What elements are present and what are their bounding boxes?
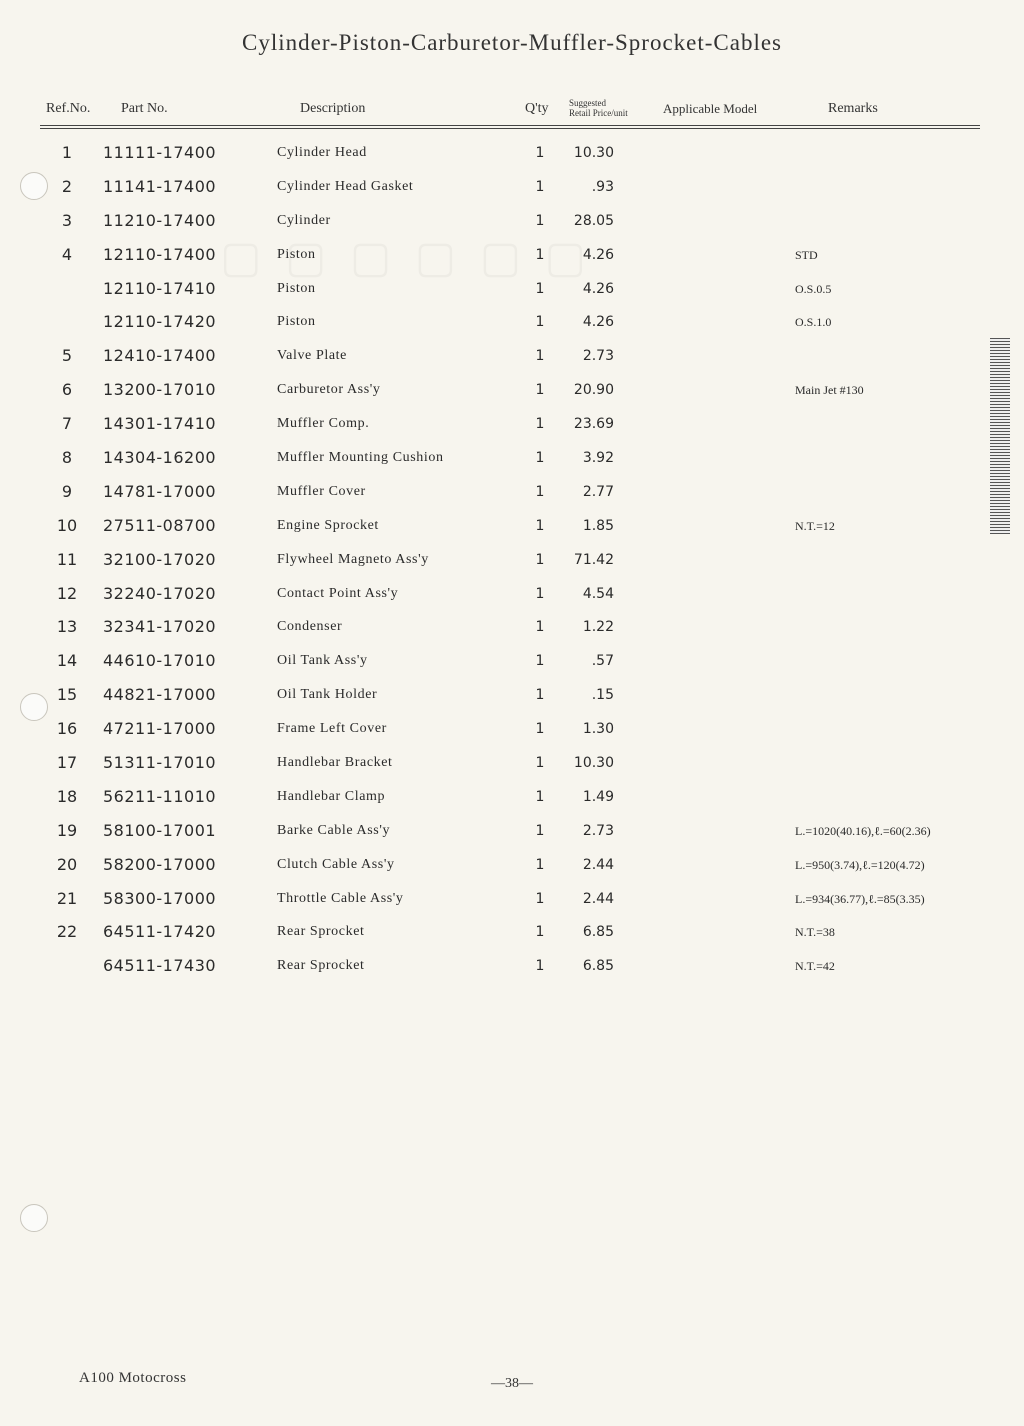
qty-cell: 1 bbox=[535, 755, 545, 772]
table-row bbox=[0, 406, 1024, 440]
qty-cell: 1 bbox=[535, 348, 545, 365]
header-remarks: Remarks bbox=[828, 101, 878, 116]
price-cell: .93 bbox=[591, 178, 614, 195]
header-price-line2: Retail Price/unit bbox=[569, 108, 628, 118]
remarks-cell: Main Jet #130 bbox=[795, 383, 864, 398]
ref-no-cell: 1 bbox=[61, 143, 73, 162]
description-cell: Muffler Comp. bbox=[277, 416, 370, 432]
price-cell: 1.49 bbox=[582, 788, 614, 805]
qty-cell: 1 bbox=[535, 687, 545, 704]
part-no-cell: 58100-17001 bbox=[103, 820, 217, 840]
remarks-cell: O.S.1.0 bbox=[795, 315, 832, 330]
part-no-cell: 27511-08700 bbox=[103, 515, 217, 535]
description-cell: Oil Tank Holder bbox=[277, 687, 378, 703]
ref-no-cell: 5 bbox=[61, 346, 73, 366]
table-row bbox=[0, 338, 1024, 372]
part-no-cell: 12410-17400 bbox=[103, 346, 217, 366]
table-row bbox=[0, 271, 1024, 305]
remarks-cell: O.S.0.5 bbox=[795, 281, 832, 296]
table-row bbox=[0, 677, 1024, 711]
description-cell: Piston bbox=[277, 314, 316, 330]
description-cell: Barke Cable Ass'y bbox=[277, 822, 391, 838]
price-cell: 6.85 bbox=[582, 958, 614, 975]
table-row bbox=[0, 779, 1024, 813]
table-row bbox=[0, 813, 1024, 847]
description-cell: Cylinder Head bbox=[277, 145, 367, 160]
footer-model: A100 Motocross bbox=[79, 1370, 187, 1386]
part-no-cell: 11111-17400 bbox=[103, 143, 217, 162]
ref-no-cell: 19 bbox=[56, 820, 78, 840]
remarks-cell: STD bbox=[795, 247, 818, 262]
description-cell: Handlebar Bracket bbox=[277, 755, 393, 771]
part-no-cell: 32240-17020 bbox=[103, 583, 217, 603]
parts-table-body bbox=[0, 135, 1024, 982]
punch-hole bbox=[20, 172, 48, 200]
price-cell: 20.90 bbox=[573, 382, 614, 399]
table-row bbox=[0, 169, 1024, 203]
qty-cell: 1 bbox=[535, 280, 545, 297]
table-row bbox=[0, 745, 1024, 779]
ref-no-cell: 2 bbox=[61, 176, 73, 196]
remarks-cell: N.T.=38 bbox=[795, 925, 835, 940]
ref-no-cell: 15 bbox=[56, 685, 78, 705]
part-no-cell: 12110-17400 bbox=[103, 244, 217, 264]
punch-hole bbox=[20, 693, 48, 721]
table-row bbox=[0, 914, 1024, 948]
part-no-cell: 32341-17020 bbox=[103, 617, 217, 637]
table-row bbox=[0, 203, 1024, 237]
part-no-cell: 44821-17000 bbox=[103, 685, 217, 705]
ref-no-cell: 8 bbox=[61, 448, 73, 468]
punch-hole bbox=[20, 1204, 48, 1232]
description-cell: Contact Point Ass'y bbox=[277, 585, 399, 601]
price-cell: 10.30 bbox=[573, 755, 614, 772]
description-cell: Flywheel Magneto Ass'y bbox=[277, 551, 429, 567]
part-no-cell: 58300-17000 bbox=[103, 888, 217, 908]
part-no-cell: 64511-17430 bbox=[103, 956, 217, 976]
qty-cell: 1 bbox=[535, 653, 545, 670]
part-no-cell: 47211-17000 bbox=[103, 719, 217, 739]
qty-cell: 1 bbox=[535, 890, 545, 907]
table-row bbox=[0, 237, 1024, 271]
remarks-cell: L.=950(3.74),ℓ.=120(4.72) bbox=[795, 857, 925, 872]
ref-no-cell: 13 bbox=[56, 617, 78, 637]
part-no-cell: 58200-17000 bbox=[103, 854, 217, 874]
description-cell: Frame Left Cover bbox=[277, 721, 387, 737]
ref-no-cell: 4 bbox=[61, 244, 73, 264]
header-qty: Q'ty bbox=[525, 101, 549, 116]
qty-cell: 1 bbox=[535, 145, 545, 161]
qty-cell: 1 bbox=[535, 416, 545, 433]
description-cell: Piston bbox=[277, 246, 316, 262]
description-cell: Valve Plate bbox=[277, 348, 347, 364]
qty-cell: 1 bbox=[535, 517, 545, 534]
price-cell: 1.85 bbox=[582, 517, 614, 534]
qty-cell: 1 bbox=[535, 788, 545, 805]
table-row bbox=[0, 609, 1024, 643]
part-no-cell: 11210-17400 bbox=[103, 210, 217, 230]
price-cell: 4.26 bbox=[582, 246, 614, 263]
qty-cell: 1 bbox=[535, 924, 545, 941]
price-cell: .15 bbox=[591, 687, 614, 704]
part-no-cell: 12110-17410 bbox=[103, 278, 217, 298]
ref-no-cell: 16 bbox=[56, 719, 78, 739]
price-cell: 28.05 bbox=[573, 212, 614, 229]
header-description: Description bbox=[300, 101, 366, 116]
part-no-cell: 14301-17410 bbox=[103, 414, 217, 434]
part-no-cell: 11141-17400 bbox=[103, 176, 217, 196]
ref-no-cell: 6 bbox=[61, 380, 73, 400]
qty-cell: 1 bbox=[535, 585, 545, 602]
ref-no-cell: 11 bbox=[56, 549, 78, 569]
header-price bbox=[569, 98, 628, 118]
table-row bbox=[0, 847, 1024, 881]
price-cell: 4.54 bbox=[582, 585, 614, 602]
part-no-cell: 44610-17010 bbox=[103, 651, 217, 671]
description-cell: Handlebar Clamp bbox=[277, 788, 386, 804]
table-row bbox=[0, 440, 1024, 474]
header-rule-bottom bbox=[40, 128, 980, 129]
ref-no-cell: 14 bbox=[56, 651, 78, 671]
qty-cell: 1 bbox=[535, 483, 545, 500]
qty-cell: 1 bbox=[535, 721, 545, 738]
header-rule-top bbox=[40, 125, 980, 126]
table-row bbox=[0, 135, 1024, 169]
description-cell: Oil Tank Ass'y bbox=[277, 653, 368, 669]
qty-cell: 1 bbox=[535, 958, 545, 975]
qty-cell: 1 bbox=[535, 314, 545, 331]
description-cell: Cylinder Head Gasket bbox=[277, 178, 414, 194]
remarks-cell: L.=934(36.77),ℓ.=85(3.35) bbox=[795, 891, 925, 906]
qty-cell: 1 bbox=[535, 382, 545, 399]
description-cell: Rear Sprocket bbox=[277, 924, 365, 940]
description-cell: Carburetor Ass'y bbox=[277, 382, 381, 398]
qty-cell: 1 bbox=[535, 246, 545, 263]
edge-index-stripe bbox=[990, 338, 1010, 534]
part-no-cell: 14304-16200 bbox=[103, 448, 217, 468]
ref-no-cell: 18 bbox=[56, 786, 78, 806]
part-no-cell: 56211-11010 bbox=[103, 786, 217, 806]
ref-no-cell: 20 bbox=[56, 854, 78, 874]
header-applicable-model: Applicable Model bbox=[663, 101, 758, 116]
price-cell: .57 bbox=[591, 653, 614, 670]
price-cell: 1.22 bbox=[582, 619, 614, 636]
ref-no-cell: 17 bbox=[56, 753, 78, 773]
price-cell: 71.42 bbox=[573, 551, 614, 568]
remarks-cell: L.=1020(40.16),ℓ.=60(2.36) bbox=[795, 823, 931, 838]
ref-no-cell: 7 bbox=[61, 414, 73, 434]
description-cell: Muffler Cover bbox=[277, 483, 366, 499]
qty-cell: 1 bbox=[535, 178, 545, 195]
description-cell: Muffler Mounting Cushion bbox=[277, 450, 444, 466]
description-cell: Cylinder bbox=[277, 212, 331, 228]
description-cell: Condenser bbox=[277, 619, 343, 635]
part-no-cell: 64511-17420 bbox=[103, 922, 217, 942]
price-cell: 6.85 bbox=[582, 924, 614, 941]
ref-no-cell: 3 bbox=[61, 210, 73, 230]
remarks-cell: N.T.=12 bbox=[795, 518, 835, 533]
page-number: —38— bbox=[491, 1376, 533, 1391]
description-cell: Piston bbox=[277, 280, 316, 296]
table-row bbox=[0, 711, 1024, 745]
ref-no-cell: 9 bbox=[61, 481, 73, 501]
table-row bbox=[0, 881, 1024, 915]
price-cell: 4.26 bbox=[582, 280, 614, 297]
price-cell: 2.73 bbox=[582, 348, 614, 365]
table-row bbox=[0, 542, 1024, 576]
qty-cell: 1 bbox=[535, 619, 545, 636]
description-cell: Throttle Cable Ass'y bbox=[277, 890, 404, 906]
description-cell: Engine Sprocket bbox=[277, 517, 379, 533]
header-part-no: Part No. bbox=[121, 101, 168, 116]
part-no-cell: 13200-17010 bbox=[103, 380, 217, 400]
price-cell: 2.44 bbox=[582, 856, 614, 873]
table-row bbox=[0, 304, 1024, 338]
table-row bbox=[0, 948, 1024, 982]
header-ref-no: Ref.No. bbox=[46, 101, 91, 116]
header-price-line1: Suggested bbox=[569, 98, 606, 108]
qty-cell: 1 bbox=[535, 856, 545, 873]
table-header bbox=[0, 95, 1024, 125]
description-cell: Rear Sprocket bbox=[277, 958, 365, 974]
ref-no-cell: 22 bbox=[56, 922, 78, 942]
remarks-cell: N.T.=42 bbox=[795, 959, 835, 974]
part-no-cell: 32100-17020 bbox=[103, 549, 217, 569]
table-row bbox=[0, 474, 1024, 508]
page-title: Cylinder-Piston-Carburetor-Muffler-Sprocket-Cables bbox=[241, 30, 783, 55]
ref-no-cell: 12 bbox=[56, 583, 78, 603]
price-cell: 2.73 bbox=[582, 822, 614, 839]
price-cell: 4.26 bbox=[582, 314, 614, 331]
price-cell: 3.92 bbox=[582, 450, 614, 467]
price-cell: 10.30 bbox=[573, 145, 614, 161]
price-cell: 2.77 bbox=[582, 483, 614, 500]
price-cell: 23.69 bbox=[573, 416, 614, 433]
qty-cell: 1 bbox=[535, 822, 545, 839]
table-row bbox=[0, 508, 1024, 542]
ref-no-cell: 10 bbox=[56, 515, 78, 535]
table-row bbox=[0, 576, 1024, 610]
price-cell: 2.44 bbox=[582, 890, 614, 907]
table-row bbox=[0, 372, 1024, 406]
qty-cell: 1 bbox=[535, 450, 545, 467]
part-no-cell: 51311-17010 bbox=[103, 753, 217, 773]
table-row bbox=[0, 643, 1024, 677]
description-cell: Clutch Cable Ass'y bbox=[277, 856, 395, 872]
price-cell: 1.30 bbox=[582, 721, 614, 738]
qty-cell: 1 bbox=[535, 212, 545, 229]
part-no-cell: 14781-17000 bbox=[103, 481, 217, 501]
part-no-cell: 12110-17420 bbox=[103, 312, 217, 332]
qty-cell: 1 bbox=[535, 551, 545, 568]
ref-no-cell: 21 bbox=[56, 888, 78, 908]
